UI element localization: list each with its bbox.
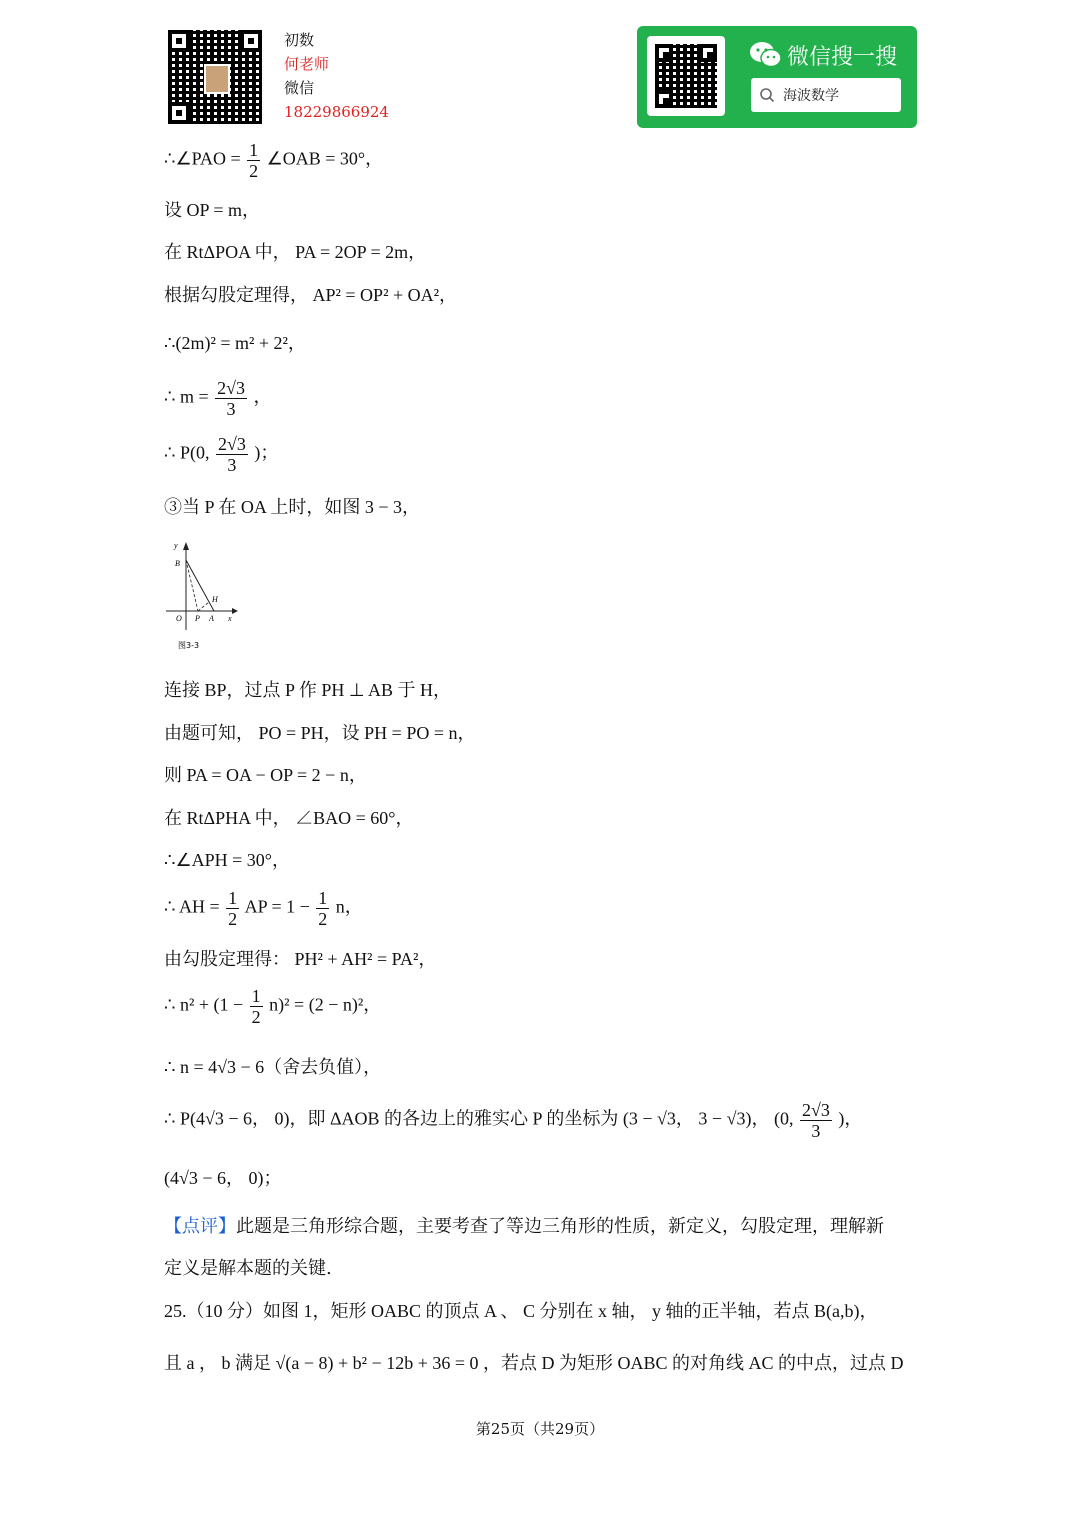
contact-subject: 初数 [284,31,315,49]
line-p-coordinates [164,1100,862,1141]
fraction [800,1100,832,1141]
text-segment: ∴ P(4√3 − 6， 0)，即 ΔAOB 的各边上的雅实心 P 的坐标为 (3 − √3， 3 − √3)， (0, [164,1108,794,1129]
y-axis-arrow [183,542,189,550]
numerator: 1 [318,888,328,908]
denominator: 2 [249,161,259,181]
numerator: 1 [228,888,238,908]
numerator: 1 [251,986,261,1006]
segment-ba [186,560,214,611]
numerator: 2√3 [217,434,246,454]
contact-phone: 18229866924 [284,103,389,121]
label-h: H [212,595,218,604]
segment-ph [198,602,209,611]
fraction [216,434,248,475]
text-segment: AP = 1 − [244,896,310,917]
line-connect-bp: 连接 BP，过点 P 作 PH ⊥ AB 于 H， [164,680,452,700]
figure-caption: 图3-3 [178,641,200,650]
comment-tag: 【点评】 [164,1216,236,1237]
text-segment: ∴ m = [164,386,209,407]
text-segment: )； [254,442,279,463]
fraction [215,378,247,419]
label-o: O [176,614,182,623]
numerator: 2√3 [801,1100,830,1120]
line-p-coordinate-1 [164,434,278,475]
line-n-value: ∴ n = 4√3 − 6（舍去负值）， [164,1057,382,1077]
line-angle-pao [164,140,383,181]
segment-bp [186,560,198,611]
text-segment: )， [838,1108,863,1129]
label-b: B [175,559,180,568]
comment-text-2: 定义是解本题的关键. [164,1258,332,1279]
fraction [226,888,239,929]
wechat-search-title: 微信搜一搜 [787,45,898,70]
contact-info [284,28,389,124]
fraction [247,140,260,181]
line-p-coordinates-cont: (4√3 − 6， 0)； [164,1168,282,1188]
wechat-search-banner[interactable] [637,26,917,128]
label-x: x [228,614,232,623]
line-rt-poa: 在 RtΔPOA 中， PA = 2OP = 2m， [164,242,427,262]
teacher-qr-code [168,30,262,124]
wechat-qr-code [647,36,725,116]
fraction [316,888,329,929]
line-angle-aph: ∴∠APH = 30°， [164,850,290,870]
text-segment: ∴ P(0, [164,442,210,463]
text-segment: ∴ n² + (1 − [164,994,244,1015]
label-p: P [195,614,200,623]
line-pythagoras-2: 由勾股定理得： PH² + AH² = PA²， [164,949,437,969]
numerator: 1 [249,140,259,160]
denominator: 3 [811,1121,821,1141]
line-equation-n [164,986,381,1027]
line-po-ph: 由题可知， PO = PH，设 PH = PO = n， [164,723,476,743]
wechat-logo-icon [749,40,783,70]
comment-paragraph [164,1214,884,1240]
text-segment: ， [253,386,272,407]
numerator: 2√3 [217,378,245,398]
x-axis-arrow [232,608,238,614]
search-icon [759,87,775,103]
line-ah-value [164,888,363,929]
line-pythagoras-1: 根据勾股定理得， AP² = OP² + OA²， [164,285,458,305]
label-a: A [209,614,214,623]
line-pa-value: 则 PA = OA − OP = 2 − n， [164,765,367,785]
line-m-value [164,378,272,419]
line-equation-m: ∴(2m)² = m² + 2²， [164,333,306,353]
denominator: 2 [251,1007,261,1027]
text-segment: n)² = (2 − n)²， [269,994,382,1015]
denominator: 3 [227,455,237,475]
label-y: y [174,541,178,550]
question-25-line-2: 且 a ， b 满足 √(a − 8) + b² − 12b + 36 = 0 ，若点 D 为矩形 OABC 的对角线 AC 的中点，过点 D [164,1353,904,1373]
denominator: 2 [318,909,328,929]
denominator: 3 [226,399,236,419]
page-number: 第25页（共29页） [475,1420,605,1438]
contact-wechat-label: 微信 [284,79,315,97]
comment-text-1: 此题是三角形综合题，主要考查了等边三角形的性质，新定义，勾股定理，理解新 [236,1216,884,1237]
text-segment: ∴ AH = [164,896,220,917]
question-25-line-1: 25.（10 分）如图 1，矩形 OABC 的顶点 A 、 C 分别在 x 轴， y 轴的正半轴，若点 B(a,b)， [164,1301,878,1321]
line-case-3: ③当 P 在 OA 上时，如图 3 − 3， [164,497,420,517]
denominator: 2 [228,909,238,929]
contact-teacher: 何老师 [284,55,330,73]
text-segment: ∠OAB = 30°， [266,148,384,169]
wechat-search-box[interactable] [751,78,901,112]
text-segment: n， [335,896,363,917]
line-set-op: 设 OP = m， [164,200,260,220]
line-rt-pha: 在 RtΔPHA 中， ∠BAO = 60°， [164,808,414,828]
wechat-search-text: 海波数学 [783,88,839,104]
text-segment: ∴∠PAO = [164,148,241,169]
figure-3-3 [162,538,242,654]
fraction [250,986,263,1027]
